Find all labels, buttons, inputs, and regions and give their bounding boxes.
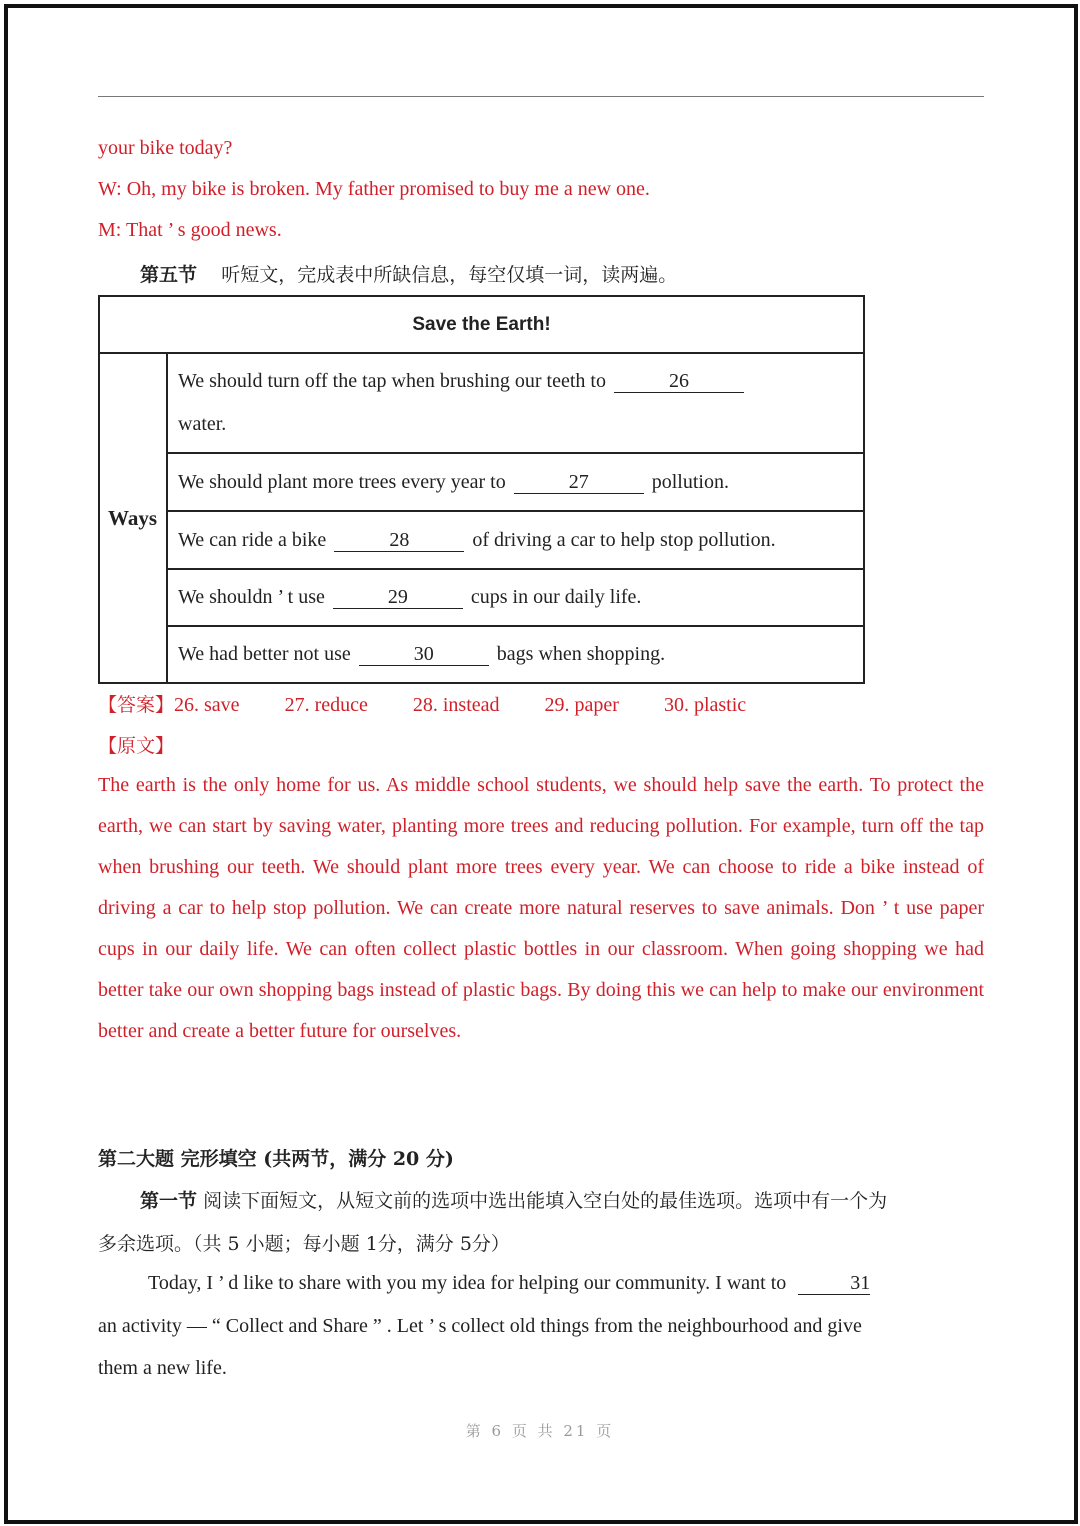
row-text: We should plant more trees every year to	[178, 470, 506, 493]
section1-instruction: 阅读下面短文，从短文前的选项中选出能填入空白处的最佳选项。选项中有一个为	[203, 1190, 888, 1212]
save-earth-table	[98, 295, 865, 684]
blank-28: 28	[334, 529, 464, 552]
row-text-after: bags when shopping.	[496, 643, 666, 665]
row-text: We shouldn ’ t use	[178, 586, 325, 608]
row-text: We can ride a bike	[178, 528, 327, 551]
answer-item: 30. plastic	[663, 694, 747, 716]
answer-item: 26. save	[174, 694, 240, 716]
table-row	[167, 626, 864, 683]
dialogue-line: M: That ’ s good news.	[98, 219, 282, 241]
table-row	[167, 353, 864, 453]
passage-text: Today, I ’ d like to share with you my idea for helping our community. I want to	[148, 1272, 787, 1294]
table-row	[167, 511, 864, 569]
row-text: We had better not use	[178, 643, 351, 665]
section1-instruction-continued: 多余选项。（共 5 小题；每小题 1分，满分 5分）	[98, 1233, 510, 1255]
original-label: 【原文】	[98, 735, 175, 757]
passage-line: them a new life.	[98, 1357, 227, 1379]
row-text-after: of driving a car to help stop pollution.	[472, 528, 776, 551]
original-passage: The earth is the only home for us. As middle school students, we should help save the earth. To protect the earth, we can start by saving water, planting more trees and reducing pollution. For example, turn off the tap when brushing our teeth. We should plant more trees every year. We can choose to ride a bike instead of driving a car to help stop pollution. We can create more natural reserves to save animals. Don ’ t use paper cups in our daily life. We can often collect plastic bottles in our classroom. When going shopping we had better take our own shopping bags instead of plastic bags. By doing this we can help to make our environment better and create a better future for ourselves.	[98, 774, 984, 1042]
table-row	[167, 453, 864, 511]
page-number: 第 6 页 共 21 页	[465, 1422, 615, 1440]
row-text-continued: water.	[178, 413, 227, 435]
table-title: Save the Earth!	[99, 296, 864, 353]
dialogue-line: W: Oh, my bike is broken. My father promised to buy me a new one.	[98, 178, 650, 200]
part2-heading: 第二大题 完形填空 (共两节，满分 20 分)	[98, 1148, 454, 1170]
blank-31: 31	[798, 1272, 870, 1295]
blank-27: 27	[514, 471, 644, 494]
section5-label: 第五节	[140, 264, 198, 286]
row-text-after: cups in our daily life.	[470, 586, 642, 608]
answer-item: 28. instead	[412, 694, 500, 716]
answer-label: 【答案】	[98, 694, 175, 716]
table-row	[167, 569, 864, 626]
row-header-ways: Ways	[99, 353, 167, 683]
row-text: We should turn off the tap when brushing our teeth to	[178, 370, 606, 392]
answer-item: 29. paper	[544, 694, 619, 716]
passage-line: an activity — “ Collect and Share ” . Let ’ s collect old things from the neighbourhood and give	[98, 1315, 862, 1337]
blank-26: 26	[614, 370, 744, 393]
part2-section1	[140, 1186, 887, 1213]
section1-label: 第一节	[140, 1190, 198, 1212]
blank-30: 30	[359, 643, 489, 666]
blank-29: 29	[333, 586, 463, 609]
section5-heading	[140, 260, 677, 287]
dialogue-line: your bike today?	[98, 137, 233, 159]
section5-instruction: 听短文，完成表中所缺信息，每空仅填一词，读两遍。	[221, 264, 678, 286]
answer-line	[98, 690, 746, 717]
row-text-after: pollution.	[651, 470, 729, 493]
passage-line	[148, 1272, 870, 1295]
answer-item: 27. reduce	[284, 694, 368, 716]
header-rule	[98, 96, 984, 97]
